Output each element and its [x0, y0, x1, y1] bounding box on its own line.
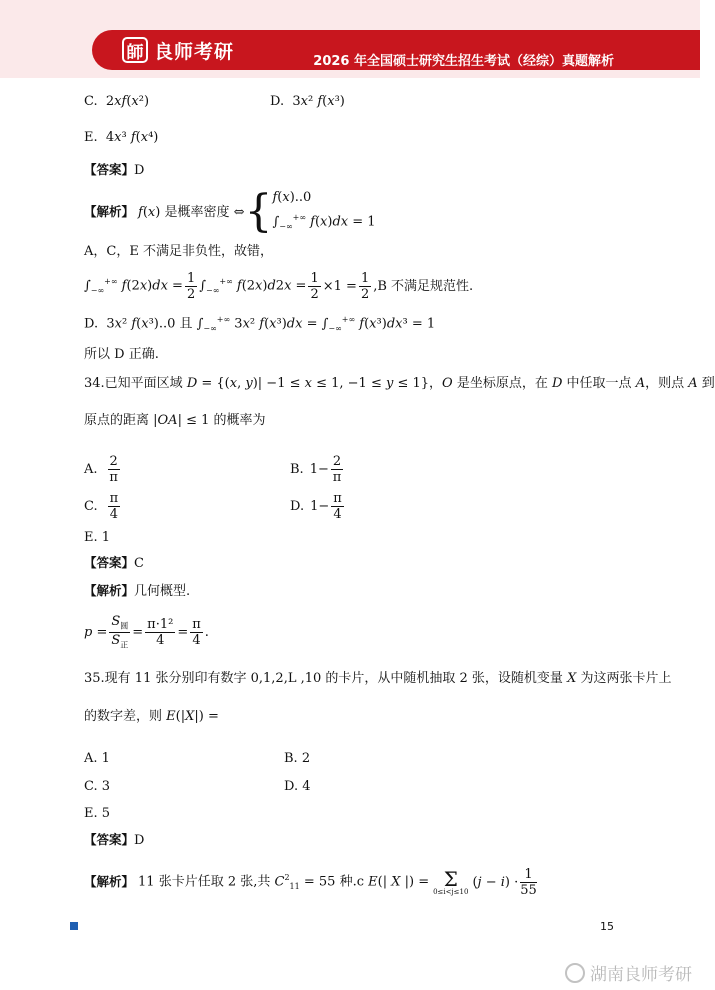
answer-tag: 【答案】: [84, 832, 135, 847]
watermark-logo-icon: [565, 963, 585, 983]
condition-normalized: $\int_{-\infty}^{+\infty}$ f(x)dx = 1: [272, 212, 376, 231]
condition-stack: [272, 188, 375, 237]
q35-option-d: D. 4: [284, 779, 311, 794]
fraction-half: $\frac{1}{2}$: [360, 270, 370, 302]
fraction-half: $\frac{1}{2}$: [186, 270, 196, 302]
q33-conclusion: 所以 D 正确.: [84, 347, 159, 362]
q33-line-integral: $\int_{-\infty}^{+\infty}$ f(2x)dx = $\frac{1}{2}$ $\int_{-\infty}^{+\infty}$ f(2x)d2x = $\frac{1}{2}$ ×1 = $\frac{1}{2}$ , B 不满足规范性.: [84, 270, 474, 302]
fraction-2-over-pi: $\frac{2}{\pi}$: [332, 453, 342, 485]
page-number: 15: [600, 920, 614, 933]
condition-nonneg: f(x)..0: [272, 189, 312, 205]
q35-answer: [84, 834, 144, 847]
q33-option-e: E. 4x³ f(x⁴): [84, 130, 159, 145]
q34-option-e: E. 1: [84, 530, 111, 545]
q34-stem-line-1: 34.已知平面区域 D = {(x, y)| −1 ≤ x ≤ 1, −1 ≤ y ≤ 1}，O 是坐标原点，在 D 中任取一点 A，则点 A 到: [84, 376, 715, 391]
fraction-2-over-pi: $\frac{2}{\pi}$: [109, 453, 118, 485]
q33-analysis: [84, 186, 376, 237]
summation-range: 0≤i<j≤10: [433, 887, 469, 896]
q34-answer: [84, 557, 144, 570]
q35-option-b: B. 2: [284, 751, 311, 766]
analysis-tag: 【解析】: [84, 583, 135, 598]
fraction-pi-over-4: $\frac{\pi}{4}$: [109, 490, 119, 522]
analysis-text: 几何概型.: [134, 584, 191, 599]
q34-option-d: D. 1− $\frac{\pi}{4}$: [290, 490, 342, 522]
answer-tag: 【答案】: [84, 162, 135, 177]
q35-stem-line-1: 35.现有 11 张分别印有数字 0,1,2,L ,10 的卡片，从中随机抽取 2 张，设随机变量 X 为这两张卡片上: [84, 671, 672, 686]
summation: Σ 0≤i<j≤10: [433, 866, 469, 896]
fraction-1-over-55: $\frac{1}{55}$: [520, 866, 537, 898]
q34-stem-line-2: 原点的距离 |OA| ≤ 1 的概率为: [84, 413, 266, 428]
answer-value: C: [134, 556, 144, 571]
q33-line-d: D. 3x² f(x³)..0 且 $\int_{-\infty}^{+\infty}$ 3x² $f(x^3)dx = \int_{-\infty}^{+\infty}$ f(x³)dx³ = 1: [84, 315, 436, 333]
q35-option-c: C. 3: [84, 779, 111, 794]
fraction-area-ratio: $\frac{S_圆}{S_正}$: [111, 613, 129, 650]
fraction-pi-over-4: $\frac{\pi}{4}$: [333, 490, 342, 522]
q34-option-a: A. $\frac{2}{\pi}$: [84, 453, 118, 485]
watermark-text: 湖南良师考研: [590, 965, 692, 985]
answer-value: D: [134, 833, 145, 848]
analysis-tag: 【解析】: [84, 873, 135, 889]
logo-text: 良师考研: [154, 40, 235, 63]
footer-square-marker: [70, 922, 78, 930]
q34-option-b: B. 1− $\frac{2}{\pi}$: [290, 453, 342, 485]
q33-answer: [84, 164, 144, 177]
answer-value: D: [134, 163, 145, 178]
q33-option-d: D. 3x² f(x³): [270, 94, 345, 109]
fraction-pi-over-4: $\frac{\text{π·1²}}{4}$: [147, 616, 174, 648]
watermark: [565, 960, 692, 985]
q33-option-c: C. 2xf(x²): [84, 94, 150, 109]
analysis-tag: 【解析】: [84, 203, 135, 219]
density-condition-text: f(x) 是概率密度 ⇔: [138, 204, 245, 220]
fraction-half: $\frac{1}{2}$: [310, 270, 319, 302]
logo-mark: 師: [122, 37, 148, 63]
q33-line-ace: A，C，E 不满足非负性，故错，: [84, 244, 273, 259]
q35-option-e: E. 5: [84, 806, 111, 821]
fraction-pi-over-4: $\frac{\pi}{4}$: [192, 616, 201, 648]
q33-line-integral-tail: B 不满足规范性.: [377, 278, 474, 294]
q34-formula: p = $\frac{S_圆}{S_正}$ = $\frac{\text{π·1²}}{4}$ = $\frac{\pi}{4}$ .: [84, 613, 209, 650]
brand-logo: [122, 35, 234, 65]
q35-analysis: 【解析】 11 张卡片任取 2 张,共 $C^2_{11} = 55$ 种.c E(| X |) = Σ 0≤i<j≤10 (j − i) · $\frac{1}{55}$: [84, 866, 537, 898]
left-brace: {: [244, 186, 273, 237]
answer-tag: 【答案】: [84, 555, 135, 570]
q34-analysis: [84, 585, 190, 598]
q35-option-a: A. 1: [84, 751, 110, 766]
q35-stem-line-2: 的数字差，则 E(|X|) =: [84, 709, 219, 724]
exam-title: 2026 年全国硕士研究生招生考试（经综）真题解析: [313, 54, 614, 69]
q34-option-c: C. $\frac{\pi}{4}$: [84, 490, 119, 522]
